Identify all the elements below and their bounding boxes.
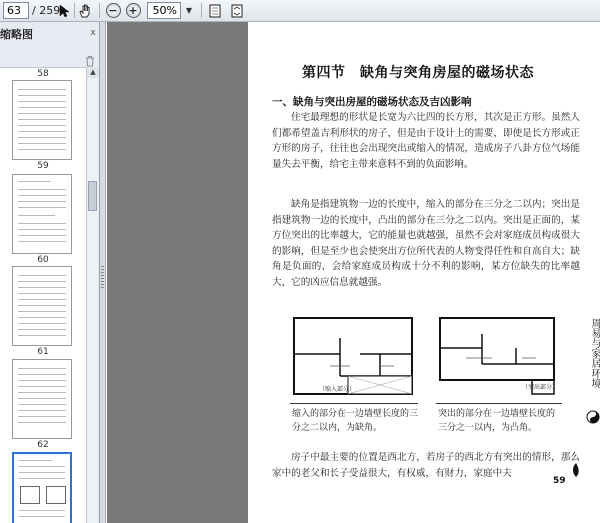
thumbnail-label: 62 [37,440,49,450]
sidebar-splitter[interactable] [100,22,106,523]
scrollbar-thumb[interactable] [88,181,97,211]
caption-right: 突出的部分在一边墙壁长度的三分之一以内，为凸角。 [438,409,556,433]
thumbnail-sidebar [0,22,100,523]
thumbnail-label: 61 [37,347,49,357]
thumbnail-page-59[interactable] [12,80,72,160]
select-tool-button[interactable] [56,2,74,19]
minus-icon: − [106,3,121,18]
thumbnail-page-61[interactable] [12,266,72,346]
zoom-dropdown-button[interactable] [183,2,195,19]
scroll-up-button[interactable] [87,67,99,78]
splitter-grip-icon [101,266,104,290]
paragraph-1: 住宅最理想的形状是长宽为六比四的长方形，其次是正方形。虽然人们都希望盖吉利形状的房子，但是由于设计上的需要，即使是长方形或正方形的房子，往往也会出现突出或缩入的情况，造成房子八卦方位气场能量失去平衡，给宅主带来意料不到的负面影响。 [272,112,580,170]
fit-width-button[interactable] [228,2,246,19]
plus-icon: + [126,3,141,18]
sidebar-scrollbar[interactable] [86,67,98,523]
toolbar-separator [201,3,202,18]
sidebar-close-button[interactable]: x [90,28,96,38]
chevron-up-icon: ▲ [90,68,96,76]
taiji-small-icon [570,462,582,478]
document-page [248,22,600,523]
zoom-out-button[interactable] [104,2,122,19]
toolbar-separator [74,3,75,18]
caption-rule-right [436,403,562,404]
caption-rule-left [290,403,418,404]
fit-width-icon [230,4,244,18]
section-title: 第四节 缺角与突角房屋的磁场状态 [302,65,534,81]
chevron-down-icon: ▼ [185,6,193,15]
paragraph-3: 房子中最主要的位置是西北方，若房子的西北方有突出的情形，那么家中的老父和长子受益很大，有权威，有财力，家庭中夫 [272,452,580,479]
section-subtitle: 一、缺角与突出房屋的磁场状态及吉凶影响 [272,96,472,108]
fit-page-button[interactable] [206,2,224,19]
diagram-right-label: （突出部分） [521,384,558,391]
hand-tool-button[interactable] [76,2,94,19]
thumbnail-page-62[interactable] [12,359,72,439]
paragraph-2: 缺角是指建筑物一边的长度中，缩入的部分在三分之二以内；突出是指建筑物一边的长度中，凸出的部分在三分之二以内。突出是正面的，某方位突出的比率越大，它的能量也就越强，虽然不会对家庭成员构成很大的影响，但是至少也会使突出方位所代表的人物变得任性和自高自大；缺角是负面的，会给家庭成员构成十分不利的影响，某方位缺失的比率越大，它的凶应信息就越强。 [272,199,580,288]
page-number: 59 [553,476,566,486]
page-total: / 259 [32,4,61,17]
thumbnail-label: 58 [37,69,49,79]
thumbnail-list [0,67,86,523]
sidebar-title: 缩略图 [0,28,33,41]
thumbnail-label: 60 [37,255,49,265]
page-number-input[interactable]: 63 [3,2,29,19]
thumbnail-page-60[interactable] [12,174,72,254]
toolbar-separator [99,3,100,18]
hand-icon [78,4,92,18]
running-header-vertical: 周易与家居环境 [589,318,600,388]
caption-left: 缩入的部分在一边墙壁长度的三分之二以内，为缺角。 [292,409,419,433]
fit-page-icon [209,4,221,18]
toolbar [0,0,600,22]
zoom-in-button[interactable] [124,2,142,19]
zoom-level-input[interactable]: 50% [147,2,181,19]
diagram-left-label: （缩入部分） [318,386,355,393]
document-canvas[interactable] [107,22,600,523]
delete-page-button[interactable] [84,52,96,64]
thumbnail-page-63-current[interactable] [12,452,72,523]
thumbnail-label: 59 [37,161,49,171]
cursor-arrow-icon [59,4,71,18]
trash-icon [84,55,96,67]
taiji-icon [586,410,600,424]
